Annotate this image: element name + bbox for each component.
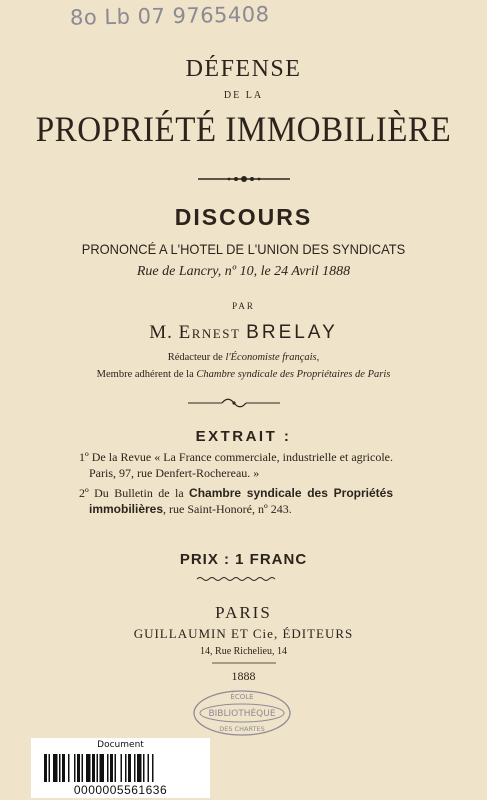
par-label: PAR xyxy=(232,301,255,311)
extrait-item-2-bold: Chambre syndicale des Propriétés immobilières xyxy=(89,486,393,516)
address-rule xyxy=(212,662,276,664)
stamp-text-bottom: DES CHARTES xyxy=(219,725,265,733)
publisher-name: GUILLAUMIN ET Cie, ÉDITEURS xyxy=(133,626,354,641)
ornament-rule-1 xyxy=(196,174,292,184)
author-role-2-org: Chambre syndicale des Propriétaires de Paris xyxy=(196,369,391,380)
extrait-item-2-suffix: , rue Saint-Honoré, nº 243. xyxy=(163,502,292,516)
publisher-city: PARIS xyxy=(215,603,272,622)
stamp-text-top: ÉCOLE xyxy=(230,693,254,701)
barcode-label: Document xyxy=(97,740,144,750)
author-role-2 xyxy=(0,369,487,380)
author-first-name: Ernest xyxy=(178,322,241,343)
discours-heading: DISCOURS xyxy=(174,204,313,230)
stamp-text-middle: BIBLIOTHÈQUE xyxy=(208,709,276,719)
extrait-item-2-prefix: 2º Du Bulletin de la xyxy=(79,486,190,500)
barcode-bars xyxy=(44,754,196,782)
author-role-1 xyxy=(0,352,487,363)
publication-year: 1888 xyxy=(231,669,256,683)
author-name xyxy=(0,322,487,344)
author-last-name: BRELAY xyxy=(246,322,338,343)
author-role-1-prefix: Rédacteur de xyxy=(167,352,226,363)
extrait-item-1: 1º De la Revue « La France commerciale, industrielle et agricole. Paris, 97, rue Denfert-Rochereau. » xyxy=(79,450,393,480)
prononce-line: PRONONCÉ A L'HOTEL DE L'UNION DES SYNDICATS xyxy=(81,241,406,257)
author-role-1-journal: l'Économiste français, xyxy=(225,352,320,363)
author-role-2-prefix: Membre adhérent de la xyxy=(96,369,197,380)
ornament-rule-2 xyxy=(186,398,282,408)
extrait-item-2 xyxy=(79,485,393,517)
shelfmark-annotation: 8o Lb 07 9765408 xyxy=(69,2,270,30)
venue-date-line: Rue de Lancry, nº 10, le 24 Avril 1888 xyxy=(136,264,351,279)
author-honorific: M. xyxy=(149,322,173,343)
price-underline-ornament xyxy=(196,576,278,582)
library-stamp xyxy=(192,686,296,740)
title-line-2: DE LA xyxy=(223,90,264,101)
price-line: PRIX : 1 FRANC xyxy=(179,551,308,568)
title-line-3: PROPRIÉTÉ IMMOBILIÈRE xyxy=(35,109,452,149)
barcode-number: 0000005561636 xyxy=(73,783,168,797)
publisher-address: 14, Rue Richelieu, 14 xyxy=(200,646,287,657)
title-line-1: DÉFENSE xyxy=(185,56,302,82)
extrait-heading: EXTRAIT : xyxy=(195,428,292,445)
barcode-sticker xyxy=(31,738,210,798)
